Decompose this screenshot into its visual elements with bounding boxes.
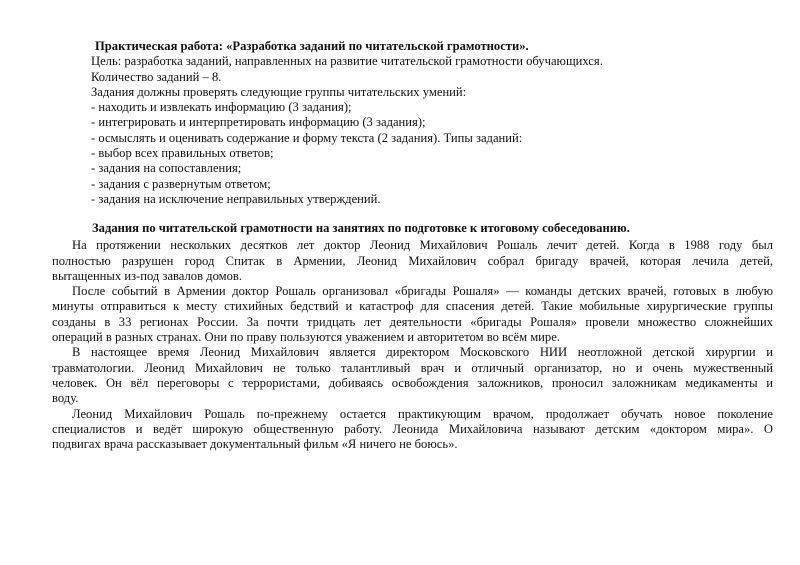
paragraph-line: После событий в Армении доктор Рошаль организовал «бригады Рошаля» — команды детских врачей, готовых в любую bbox=[72, 284, 773, 299]
paragraph-line: В настоящее время Леонид Михайлович является директором Московского НИИ неотложной детской хирургии и bbox=[72, 345, 773, 360]
practical-work-title: Практическая работа: «Разработка заданий по читательской грамотности». bbox=[95, 39, 529, 53]
intro-line: Задания должны проверять следующие группы читательских умений: bbox=[91, 84, 467, 99]
intro-line: Количество заданий – 8. bbox=[91, 69, 222, 84]
paragraph-line: вытащенных из-под завалов домов. bbox=[52, 268, 243, 283]
intro-lines bbox=[91, 54, 603, 207]
reading-section bbox=[52, 221, 773, 452]
section-paragraphs bbox=[52, 238, 773, 452]
intro-line: - задания на исключение неправильных утверждений. bbox=[91, 191, 381, 206]
paragraph-line: специалистов и ведёт широкую общественную работу. Леонида Михайловича называют детским «доктором мира». О bbox=[52, 421, 773, 436]
paragraph-line: травматологии. Леонид Михайлович не только талантливый врач и отличный организатор, но и очень мужественный bbox=[52, 360, 773, 375]
paragraph-line: полностью разрушен город Спитак в Армении, Леонид Михайлович собрал бригаду врачей, которая лечила детей, bbox=[52, 253, 773, 268]
intro-line: Цель: разработка заданий, направленных на развитие читательской грамотности обучающихся. bbox=[91, 54, 603, 69]
paragraph bbox=[52, 238, 773, 284]
paragraph-line: подвигах врача рассказывает документальный фильм «Я ничего не боюсь». bbox=[52, 437, 458, 452]
intro-line: - интегрировать и интерпретировать информацию (3 задания); bbox=[91, 115, 426, 130]
section-heading: Задания по читательской грамотности на занятиях по подготовке к итоговому собеседованию. bbox=[92, 221, 630, 235]
paragraph-line: созданы в 33 регионах России. За почти тридцать лет деятельности «бригады Рошаля» провели множество сложнейших bbox=[52, 314, 773, 329]
intro-block bbox=[91, 39, 603, 207]
paragraph bbox=[52, 345, 773, 406]
paragraph-line: воду. bbox=[52, 391, 79, 406]
intro-line: - выбор всех правильных ответов; bbox=[91, 146, 274, 161]
paragraph-line: человек. Он вёл переговоры с террористами, добиваясь освобождения заложников, проносил заложникам медикаменты и bbox=[52, 375, 773, 390]
paragraph-line: минуты отправиться к месту стихийных бедствий и катастроф для спасения детей. Такие мобильные хирургические группы bbox=[52, 299, 773, 314]
paragraph bbox=[52, 407, 773, 453]
intro-line: - задания на сопоставления; bbox=[91, 161, 242, 176]
paragraph-line: На протяжении нескольких десятков лет доктор Леонид Михайлович Рошаль лечит детей. Когда в 1988 году был bbox=[72, 238, 773, 253]
intro-line: - находить и извлекать информацию (3 задания); bbox=[91, 100, 352, 115]
intro-line: - задания с развернутым ответом; bbox=[91, 176, 271, 191]
intro-line: - осмыслять и оценивать содержание и форму текста (2 задания). Типы заданий: bbox=[91, 130, 523, 145]
paragraph-line: операций в разных странах. Они по праву пользуются уважением и авторитетом во всём мире. bbox=[52, 330, 560, 345]
paragraph-line: Леонид Михайлович Рошаль по-прежнему остается практикующим врачом, продолжает обучать новое поколение bbox=[72, 406, 773, 421]
paragraph bbox=[52, 284, 773, 345]
